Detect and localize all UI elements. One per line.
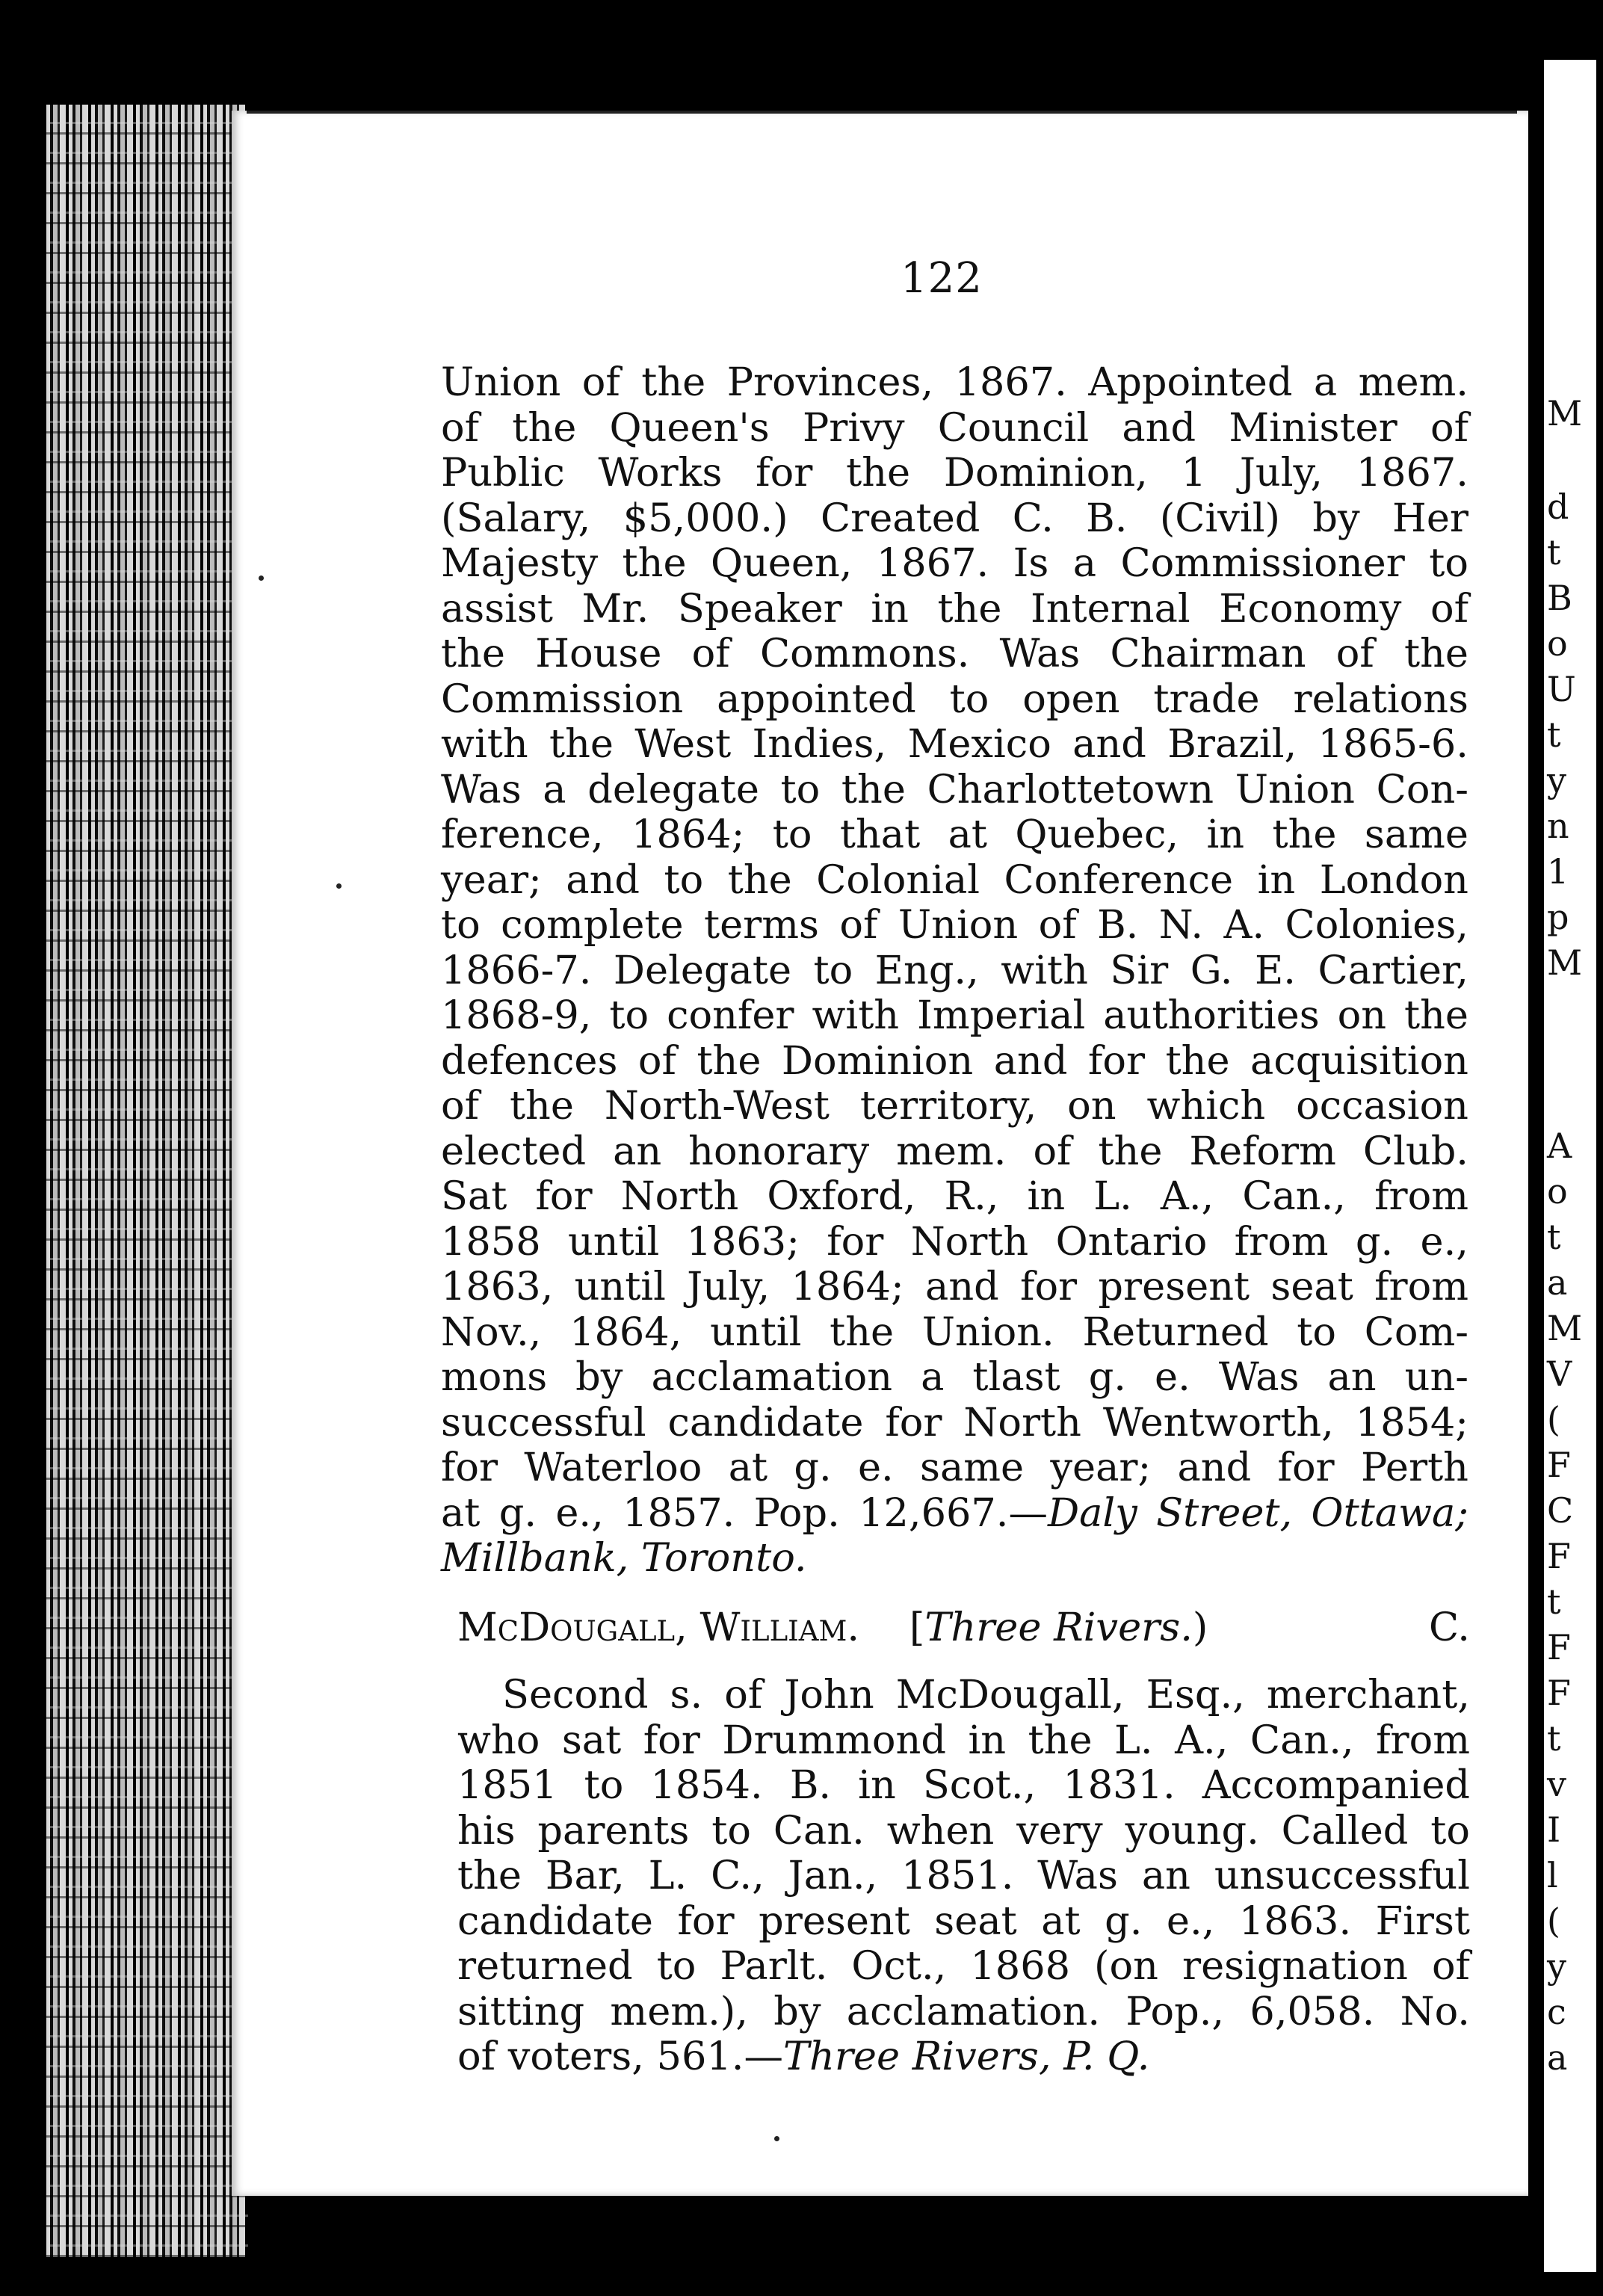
facing-page-fragment: v xyxy=(1547,1764,1566,1804)
text-line: Was a delegate to the Charlottetown Union Con- xyxy=(441,766,1468,812)
facing-page-fragment: M xyxy=(1547,393,1583,433)
text-line: year; and to the Colonial Conference in London xyxy=(441,857,1468,903)
page-number: 122 xyxy=(901,254,983,303)
text-line: sitting mem.), by acclamation. Pop., 6,058. No. xyxy=(457,1988,1470,2034)
facing-page-fragment: y xyxy=(1547,1946,1566,1987)
facing-page-fragment: ( xyxy=(1547,1399,1560,1439)
facing-page-fragment: F xyxy=(1547,1536,1571,1576)
facing-page-edge xyxy=(1544,60,1596,2272)
facing-page-fragment: F xyxy=(1547,1445,1571,1485)
bracket-close: ) xyxy=(1192,1605,1208,1650)
text-line: ference, 1864; to that at Quebec, in the same xyxy=(441,812,1468,857)
address-text: Three Rivers, P. Q. xyxy=(782,2034,1150,2079)
text-line: Majesty the Queen, 1867. Is a Commissioner to xyxy=(441,540,1468,586)
text-line: who sat for Drummond in the L. A., Can., from xyxy=(457,1717,1470,1763)
facing-page-fragment: C xyxy=(1547,1490,1574,1531)
continued-entry xyxy=(441,360,1468,1581)
text-line: (Salary, $5,000.) Created C. B. (Civil) by Her xyxy=(441,495,1468,541)
text-line: the Bar, L. C., Jan., 1851. Was an unsuccessful xyxy=(457,1853,1470,1898)
text-fragment: at g. e., 1857. Pop. 12,667.— xyxy=(441,1490,1048,1536)
facing-page-fragment: y xyxy=(1547,760,1566,800)
text-line: to complete terms of Union of B. N. A. Colonies, xyxy=(441,902,1468,948)
text-line: elected an honorary mem. of the Reform Club. xyxy=(441,1128,1468,1174)
text-line: of the North-West territory, on which occasion xyxy=(441,1083,1468,1129)
facing-page-fragment: l xyxy=(1547,1855,1558,1895)
book-binding xyxy=(46,105,248,2257)
text-line: 1851 to 1854. B. in Scot., 1831. Accompanied xyxy=(457,1762,1470,1808)
text-line: 1863, until July, 1864; and for present seat from xyxy=(441,1264,1468,1309)
text-line: successful candidate for North Wentworth, 1854; xyxy=(441,1399,1468,1445)
facing-page-fragment: t xyxy=(1547,1718,1561,1759)
facing-page-fragment: a xyxy=(1547,1262,1568,1303)
text-line: Public Works for the Dominion, 1 July, 1867. xyxy=(441,450,1468,496)
facing-page-fragment: p xyxy=(1547,897,1569,937)
text-line: candidate for present seat at g. e., 1863. First xyxy=(457,1898,1470,1944)
facing-page-fragment: I xyxy=(1547,1809,1561,1850)
text-line: defences of the Dominion and for the acquisition xyxy=(441,1037,1468,1084)
text-line xyxy=(441,1536,1468,1581)
text-line: Union of the Provinces, 1867. Appointed a mem. xyxy=(441,359,1468,405)
text-line: the House of Commons. Was Chairman of the xyxy=(441,631,1468,676)
text-line: Second s. of John McDougall, Esq., merchant, xyxy=(502,1672,1470,1718)
print-speck xyxy=(774,2136,779,2141)
facing-page-fragment: M xyxy=(1547,942,1583,983)
facing-page-fragment: F xyxy=(1547,1627,1571,1667)
text-line: his parents to Can. when very young. Called to xyxy=(457,1807,1470,1854)
facing-page-fragment: A xyxy=(1547,1126,1572,1166)
facing-page-fragment: M xyxy=(1547,1308,1583,1348)
facing-page-fragment: c xyxy=(1547,1992,1566,2032)
text-line: of the Queen's Privy Council and Minister of xyxy=(441,404,1468,451)
text-line: 1866-7. Delegate to Eng., with Sir G. E. Cartier, xyxy=(441,947,1468,993)
member-name: McDougall, William. xyxy=(457,1605,860,1650)
bracket-open: [ xyxy=(909,1605,925,1650)
address-text: Millbank, Toronto. xyxy=(441,1535,807,1581)
constituency: Three Rivers. xyxy=(924,1605,1193,1650)
text-line-address xyxy=(441,1491,1468,1537)
facing-page-fragment: t xyxy=(1547,1217,1561,1257)
text-line: Sat for North Oxford, R., in L. A., Can., from xyxy=(441,1173,1468,1219)
page-top-rule xyxy=(247,111,1517,114)
facing-page-fragment: t xyxy=(1547,715,1561,755)
text-line: 1868-9, to confer with Imperial authorities on the xyxy=(441,993,1468,1038)
facing-page-fragment: a xyxy=(1547,2037,1568,2078)
text-line: returned to Parlt. Oct., 1868 (on resignation of xyxy=(457,1943,1470,1989)
facing-page-fragment: o xyxy=(1547,623,1568,664)
text-line-address xyxy=(457,2034,1470,2080)
print-speck xyxy=(259,575,264,581)
party-affiliation: C. xyxy=(1429,1605,1470,1650)
print-speck xyxy=(336,883,342,889)
facing-page-fragment: o xyxy=(1547,1171,1568,1212)
facing-page-fragment: t xyxy=(1547,532,1561,573)
text-line: Commission appointed to open trade relations xyxy=(441,676,1468,722)
text-fragment: of voters, 561.— xyxy=(457,2034,783,2079)
address-text: Daly Street, Ottawa; xyxy=(1047,1490,1468,1536)
text-line: 1858 until 1863; for North Ontario from g. e., xyxy=(441,1218,1468,1265)
facing-page-fragment: 1 xyxy=(1547,851,1569,892)
facing-page-fragment: U xyxy=(1547,669,1576,709)
mcdougall-entry xyxy=(457,1673,1470,2080)
text-line: Nov., 1864, until the Union. Returned to Com- xyxy=(441,1309,1468,1355)
facing-page-fragment: t xyxy=(1547,1581,1561,1622)
facing-page-fragment: B xyxy=(1547,578,1572,618)
text-line: mons by acclamation a tlast g. e. Was an un- xyxy=(441,1354,1468,1400)
facing-page-fragment: d xyxy=(1547,487,1569,527)
facing-page-fragment: V xyxy=(1547,1354,1572,1394)
text-line: with the West Indies, Mexico and Brazil, 1865-6. xyxy=(441,721,1468,767)
text-line: for Waterloo at g. e. same year; and for Perth xyxy=(441,1445,1468,1490)
entry-heading xyxy=(457,1605,1470,1650)
facing-page-fragment: n xyxy=(1547,806,1569,846)
facing-page-fragment: F xyxy=(1547,1673,1571,1713)
text-line: assist Mr. Speaker in the Internal Economy of xyxy=(441,585,1468,632)
facing-page-fragment: ( xyxy=(1547,1901,1560,1941)
